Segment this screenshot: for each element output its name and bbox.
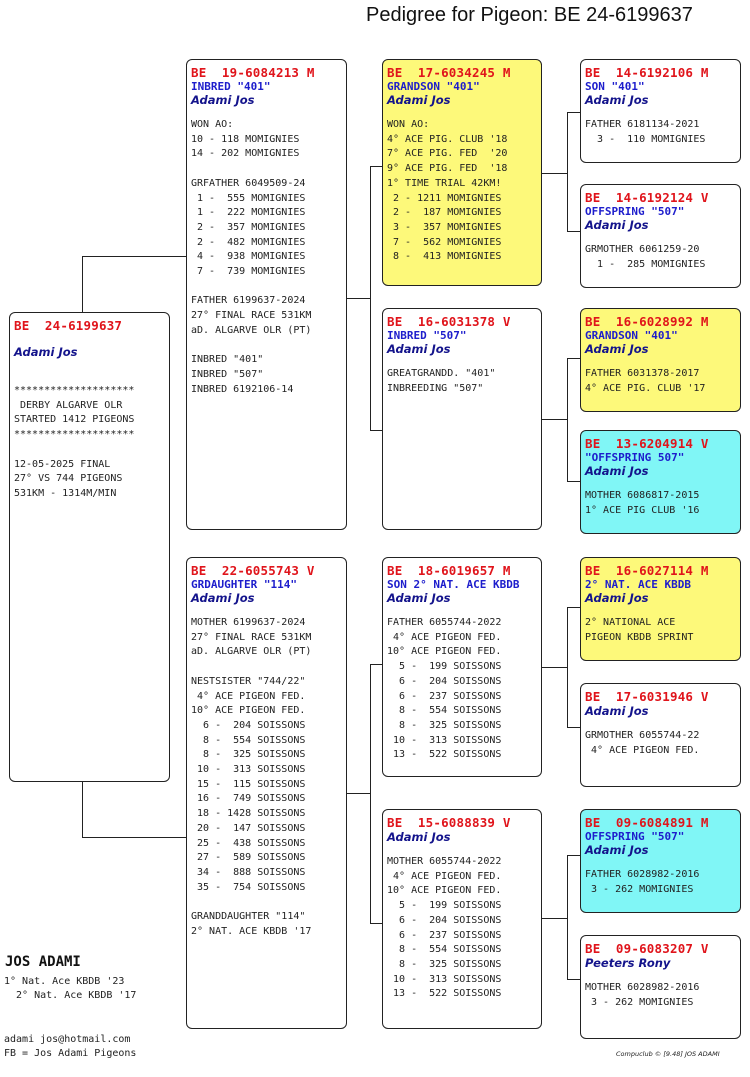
great-grandparent-card-mmm[interactable] <box>580 935 741 1039</box>
connector-line <box>567 231 581 232</box>
connector-line <box>567 855 568 980</box>
great-grandparent-card-mfm[interactable] <box>580 683 741 787</box>
connector-line <box>370 664 371 924</box>
pigeon-subtitle: GRANDSON "401" <box>585 329 678 342</box>
pigeon-notes: GRMOTHER 6061259-20 1 - 285 MOMIGNIES <box>585 244 706 270</box>
breeder-facebook: FB = Jos Adami Pigeons <box>4 1048 137 1059</box>
pigeon-subtitle: INBRED "507" <box>387 329 467 342</box>
connector-line <box>567 855 581 856</box>
pigeon-notes: GREATGRANDD. "401" INBREEDING "507" <box>387 368 496 394</box>
ring-number: BE 13-6204914 V <box>585 436 709 451</box>
connector-line <box>567 727 581 728</box>
owner-name: Adami Jos <box>191 93 255 107</box>
great-grandparent-card-mff[interactable] <box>580 557 741 661</box>
pigeon-notes: FATHER 6181134-2021 3 - 110 MOMIGNIES <box>585 119 706 145</box>
breeder-name: JOS ADAMI <box>5 954 81 970</box>
connector-line <box>346 793 370 794</box>
ring-number: BE 18-6019657 M <box>387 563 511 578</box>
ring-number: BE 14-6192106 M <box>585 65 709 80</box>
ring-number: BE 16-6031378 V <box>387 314 511 329</box>
connector-line <box>567 358 568 482</box>
connector-line <box>567 358 581 359</box>
owner-name: Adami Jos <box>585 218 649 232</box>
pigeon-notes: GRMOTHER 6055744-22 4° ACE PIGEON FED. <box>585 730 700 756</box>
great-grandparent-card-fff[interactable] <box>580 59 741 163</box>
maternal-grandfather-card[interactable] <box>382 557 542 777</box>
pigeon-notes: MOTHER 6028982-2016 3 - 262 MOMIGNIES <box>585 982 700 1008</box>
pigeon-notes: MOTHER 6199637-2024 27° FINAL RACE 531KM aD. ALGARVE OLR (PT) NESTSISTER "744/22" 4° ACE PIGEON FED. 10° ACE PIGEON FED. 6 - 204 SOISSONS 8 - 554 SOISSONS 8 - 325 SOISSONS 10 - 313 SOISSONS 15 - 115 SOISSONS 16 - 749 SOISSONS 18 - 1428 SOISSONS 20 - 147 SOISSONS 25 - 438 SOISSONS 27 - 589 SOISSONS 34 - 888 SOISSONS 35 - 754 SOISSONS GRANDDAUGHTER "114" 2° NAT. ACE KBDB '17 <box>191 617 312 937</box>
ring-number: BE 24-6199637 <box>14 318 123 333</box>
breeder-achievement: 2° Nat. Ace KBDB '17 <box>4 990 137 1001</box>
ring-number: BE 16-6028992 M <box>585 314 709 329</box>
owner-name: Adami Jos <box>387 591 451 605</box>
connector-line <box>567 112 568 232</box>
paternal-grandmother-card[interactable] <box>382 308 542 530</box>
subject-pigeon-card[interactable] <box>9 312 170 782</box>
pigeon-subtitle: "OFFSPRING 507" <box>585 451 685 464</box>
connector-line <box>567 607 581 608</box>
connector-line <box>82 837 187 838</box>
connector-line <box>82 256 187 257</box>
pigeon-subtitle: OFFSPRING "507" <box>585 830 685 843</box>
owner-name: Adami Jos <box>585 93 649 107</box>
connector-line <box>370 166 371 431</box>
pigeon-notes: FATHER 6031378-2017 4° ACE PIG. CLUB '17 <box>585 368 706 394</box>
owner-name: Adami Jos <box>585 843 649 857</box>
mother-card[interactable] <box>186 557 347 1029</box>
great-grandparent-card-fmm[interactable] <box>580 430 741 534</box>
maternal-grandmother-card[interactable] <box>382 809 542 1029</box>
great-grandparent-card-ffm[interactable] <box>580 184 741 288</box>
owner-name: Adami Jos <box>191 591 255 605</box>
owner-name: Adami Jos <box>585 342 649 356</box>
pigeon-notes: FATHER 6055744-2022 4° ACE PIGEON FED. 10° ACE PIGEON FED. 5 - 199 SOISSONS 6 - 204 SOISSONS 6 - 237 SOISSONS 8 - 554 SOISSONS 8 - 325 SOISSONS 10 - 313 SOISSONS 13 - 522 SOISSONS <box>387 617 502 761</box>
page-title: Pedigree for Pigeon: BE 24-6199637 <box>366 4 693 26</box>
great-grandparent-card-fmf[interactable] <box>580 308 741 412</box>
ring-number: BE 17-6034245 M <box>387 65 511 80</box>
ring-number: BE 14-6192124 V <box>585 190 709 205</box>
ring-number: BE 19-6084213 M <box>191 65 315 80</box>
pigeon-subtitle: SON 2° NAT. ACE KBDB <box>387 578 520 591</box>
owner-name: Peeters Rony <box>585 956 671 970</box>
pigeon-notes: 2° NATIONAL ACE PIGEON KBDB SPRINT <box>585 617 694 643</box>
connector-line <box>82 781 83 838</box>
pigeon-subtitle: 2° NAT. ACE KBDB <box>585 578 691 591</box>
pigeon-notes: MOTHER 6055744-2022 4° ACE PIGEON FED. 10° ACE PIGEON FED. 5 - 199 SOISSONS 6 - 204 SOISSONS 6 - 237 SOISSONS 8 - 554 SOISSONS 8 - 325 SOISSONS 10 - 313 SOISSONS 13 - 522 SOISSONS <box>387 856 502 1000</box>
connector-line <box>567 112 581 113</box>
owner-name: Adami Jos <box>387 830 451 844</box>
owner-name: Adami Jos <box>585 464 649 478</box>
ring-number: BE 09-6084891 M <box>585 815 709 830</box>
pigeon-notes: WON AO: 4° ACE PIG. CLUB '18 7° ACE PIG. FED '20 9° ACE PIG. FED '18 1° TIME TRIAL 42KM! 2 - 1211 MOMIGNIES 2 - 187 MOMIGNIES 3 - 357 MOMIGNIES 7 - 562 MOMIGNIES 8 - 413 MOMIGNIES <box>387 119 508 263</box>
ring-number: BE 17-6031946 V <box>585 689 709 704</box>
ring-number: BE 15-6088839 V <box>387 815 511 830</box>
owner-name: Adami Jos <box>585 704 649 718</box>
great-grandparent-card-mmf[interactable] <box>580 809 741 913</box>
paternal-grandfather-card[interactable] <box>382 59 542 286</box>
pigeon-subtitle: OFFSPRING "507" <box>585 205 685 218</box>
software-credit: Compuclub © [9.48] JOS ADAMI <box>616 1050 720 1058</box>
pigeon-notes: MOTHER 6086817-2015 1° ACE PIG CLUB '16 <box>585 490 700 516</box>
connector-line <box>567 481 581 482</box>
connector-line <box>346 298 370 299</box>
ring-number: BE 09-6083207 V <box>585 941 709 956</box>
ring-number: BE 16-6027114 M <box>585 563 709 578</box>
owner-name: Adami Jos <box>387 93 451 107</box>
breeder-email: adami jos@hotmail.com <box>4 1034 131 1045</box>
connector-line <box>82 256 83 313</box>
breeder-achievement: 1° Nat. Ace KBDB '23 <box>4 976 125 987</box>
pigeon-subtitle: GRDAUGHTER "114" <box>191 578 297 591</box>
owner-name: Adami Jos <box>585 591 649 605</box>
pigeon-subtitle: SON "401" <box>585 80 645 93</box>
connector-line <box>542 419 567 420</box>
owner-name: Adami Jos <box>387 342 451 356</box>
connector-line <box>542 918 567 919</box>
connector-line <box>567 979 581 980</box>
pigeon-notes: ******************** DERBY ALGARVE OLR STARTED 1412 PIGEONS ******************** 12-05-2025 FINAL 27° VS 744 PIGEONS 531KM - 1314M/MIN <box>14 385 135 499</box>
owner-name: Adami Jos <box>14 345 78 359</box>
ring-number: BE 22-6055743 V <box>191 563 315 578</box>
pigeon-notes: FATHER 6028982-2016 3 - 262 MOMIGNIES <box>585 869 700 895</box>
connector-line <box>542 173 567 174</box>
pigeon-subtitle: INBRED "401" <box>191 80 271 93</box>
connector-line <box>542 667 567 668</box>
father-card[interactable] <box>186 59 347 530</box>
pigeon-subtitle: GRANDSON "401" <box>387 80 480 93</box>
pigeon-notes: WON AO: 10 - 118 MOMIGNIES 14 - 202 MOMIGNIES GRFATHER 6049509-24 1 - 555 MOMIGNIES 1 - 222 MOMIGNIES 2 - 357 MOMIGNIES 2 - 482 MOMIGNIES 4 - 938 MOMIGNIES 7 - 739 MOMIGNIES FATHER 6199637-2024 27° FINAL RACE 531KM aD. ALGARVE OLR (PT) INBRED "401" INBRED "507" INBRED 6192106-14 <box>191 119 312 395</box>
connector-line <box>567 607 568 728</box>
